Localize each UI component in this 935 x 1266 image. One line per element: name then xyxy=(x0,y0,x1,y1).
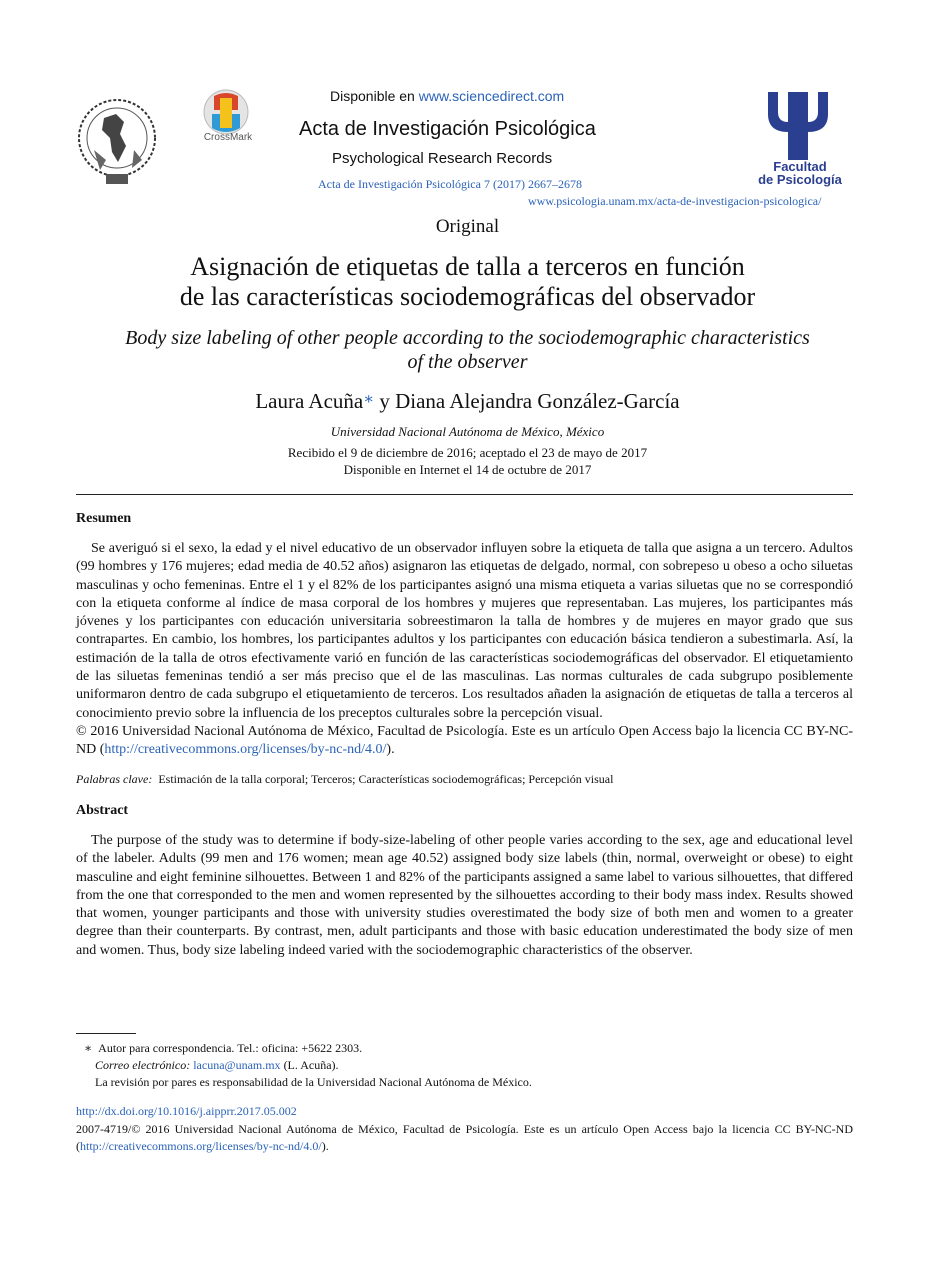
correspondence-text: Autor para correspondencia. Tel.: oficina: +5622 2303. xyxy=(98,1041,363,1055)
author-2: Diana Alejandra González-García xyxy=(395,389,680,413)
copyright-suffix: ). xyxy=(386,742,395,758)
email-link[interactable]: lacuna@unam.mx xyxy=(193,1058,281,1072)
footnote-marker: ∗ xyxy=(84,1041,93,1055)
email-suffix: (L. Acuña). xyxy=(280,1058,339,1072)
footnote-email xyxy=(95,1058,339,1073)
section-type: Original xyxy=(435,216,500,237)
affiliation: Universidad Nacional Autónoma de México, México xyxy=(330,424,605,439)
authors xyxy=(0,389,935,414)
abstract-heading: Abstract xyxy=(76,803,129,818)
keywords-text: Estimación de la talla corporal; Terceros; Características sociodemográficas; Percepción visual xyxy=(158,772,614,786)
footnote-correspondence xyxy=(84,1041,362,1056)
author-joiner: y xyxy=(374,389,396,413)
crossmark-label: CrossMark xyxy=(203,132,253,143)
citation-link[interactable]: Acta de Investigación Psicológica 7 (2017) 2667–2678 xyxy=(318,177,582,191)
journal-subtitle: Psychological Research Records xyxy=(332,150,553,167)
faculty-psychology-wordmark xyxy=(745,160,855,186)
cc-license-link[interactable]: http://creativecommons.org/licenses/by-nc-nd/4.0/ xyxy=(104,742,387,758)
unam-seal-logo xyxy=(76,90,158,190)
divider xyxy=(76,494,853,495)
footnote-divider xyxy=(76,1033,136,1034)
copyright-text: © 2016 Universidad Nacional Autónoma de México, Facultad de Psicología. Este es un artículo Open Access bajo la licencia CC BY-NC-ND ( xyxy=(76,723,853,758)
correspondence-marker[interactable]: ∗ xyxy=(363,391,375,408)
dates-online: Disponible en Internet el 14 de octubre de 2017 xyxy=(343,462,592,477)
email-label: Correo electrónico: xyxy=(95,1058,191,1072)
availability-line xyxy=(330,88,564,104)
doi-link[interactable]: http://dx.doi.org/10.1016/j.aipprr.2017.05.002 xyxy=(76,1104,297,1118)
resumen-body xyxy=(76,540,853,760)
title-es-line2: de las características sociodemográficas del observador xyxy=(179,282,756,311)
journal-url-link[interactable]: www.psicologia.unam.mx/acta-de-investigacion-psicologica/ xyxy=(528,194,822,208)
license-text: 2007-4719/© 2016 Universidad Nacional Autónoma de México, Facultad de Psicología. Este es un artículo Open Access bajo la licencia CC BY-NC-ND ( xyxy=(76,1122,853,1153)
resumen-copyright xyxy=(76,723,853,760)
journal-title: Acta de Investigación Psicológica xyxy=(299,118,596,140)
license-suffix: ). xyxy=(321,1139,329,1153)
keywords-label: Palabras clave: xyxy=(76,772,153,786)
footnote-peer-review: La revisión por pares es responsabilidad de la Universidad Nacional Autónoma de México. xyxy=(95,1075,532,1089)
faculty-line1: Facultad xyxy=(773,159,827,174)
license-link[interactable]: http://creativecommons.org/licenses/by-nc-nd/4.0/ xyxy=(80,1139,322,1153)
abstract-body xyxy=(76,832,853,960)
title-en-line2: of the observer xyxy=(407,351,528,373)
resumen-heading: Resumen xyxy=(76,511,132,526)
faculty-psychology-logo xyxy=(762,88,834,160)
title-es-line1: Asignación de etiquetas de talla a terceros en función xyxy=(190,252,745,281)
faculty-line2: de Psicología xyxy=(758,172,842,187)
keywords xyxy=(76,772,613,787)
resumen-paragraph: Se averiguó si el sexo, la edad y el nivel educativo de un observador influyen sobre la etiqueta de talla que asigna a un tercero. Adultos (99 hombres y 176 mujeres; edad media de 40.52 años) asignaron las etiquetas de delgado, normal, con sobrepeso u obeso a ocho siluetas masculinas y ocho femeninas. Entre el 1 y el 82% de los participantes asignó una misma etiqueta a varias siluetas que no se correspondió con la etiqueta conforme al índice de masa corporal de los hombres y mujeres que representaban. Las mujeres, los participantes más jóvenes y los participantes con educación universitaria sobreestimaron la talla de hombres y de mujeres en mayor grado que sus contrapartes. En cambio, los hombres, los participantes adultos y los participantes con educación básica tendieron a subestimarla. Así, la estimación de la talla de otros efectivamente varió en función de las características sociodemográficas del observador. El etiquetamiento de las siluetas femeninas tendió a ser más preciso que el de las masculinas. Las normas culturales de cada subgrupo posiblemente uniformaron dentro de cada subgrupo el etiquetamiento de terceros. Los resultados añaden la asignación de etiquetas de talla a terceros al conocimiento previo sobre la influencia de los preceptos culturales sobre la percepción visual. xyxy=(76,541,853,721)
title-en-line1: Body size labeling of other people according to the sociodemographic characteristics xyxy=(125,327,810,349)
title-english xyxy=(0,326,935,374)
dates-received: Recibido el 9 de diciembre de 2016; aceptado el 23 de mayo de 2017 xyxy=(287,445,648,460)
abstract-paragraph: The purpose of the study was to determine if body-size-labeling of other people varies according to the sex, age and educational level of the labeler. Adults (99 men and 176 women; mean age 40.52) assigned body size labels (thin, normal, overweight or obese) to eight masculine and eight feminine silhouettes. Between 1 and 82% of the participants assigned a same label to various silhouettes, that differed from the one that corresponded to the men and women represented by the silhouettes according to their body mass index. Results showed that women, younger participants and those with university studies overestimated the body size of both men and women to a greater degree than their counterparts. By contrast, men, adult participants and those with basic education underestimated the body size of men and women. Thus, body size labeling indeed varied with the sociodemographic characteristics of the observer. xyxy=(76,833,853,958)
title-spanish xyxy=(0,252,935,312)
license-notice xyxy=(76,1121,853,1155)
author-1: Laura Acuña xyxy=(255,389,364,413)
sciencedirect-link[interactable]: www.sciencedirect.com xyxy=(418,88,565,104)
availability-prefix: Disponible en xyxy=(330,88,415,104)
